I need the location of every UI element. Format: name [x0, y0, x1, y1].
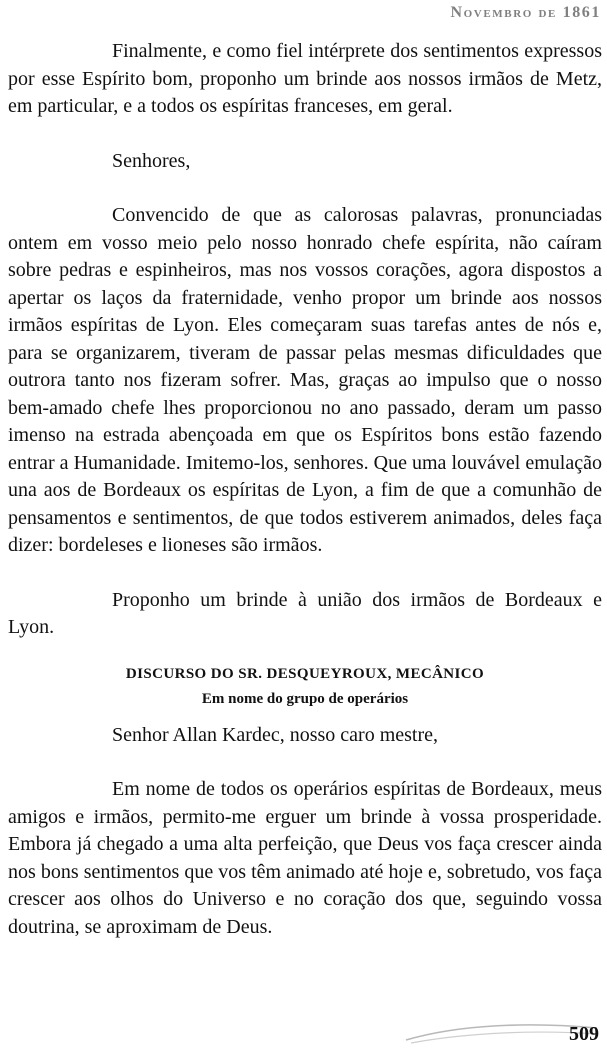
page-number: 509	[569, 1023, 599, 1045]
paragraph-toast-kardec: Em nome de todos os operários espíritas de Bordeaux, meus amigos e irmãos, permito-me erguer um brinde à vossa prosperidade. Embora já chegado a uma alta perfeição, que Deus vos faça crescer ainda nos bons sentimentos que vos têm animado até hoje e, sobretudo, vos faça crescer aos olhos do Universo e no coração dos que, seguindo vossa doutrina, se aproximam de Deus.	[8, 778, 602, 938]
paragraph-toast-metz: Finalmente, e como fiel intérprete dos sentimentos expressos por esse Espírito bom, proponho um brinde aos nossos irmãos de Metz, em particular, e a todos os espíritas franceses, em geral.	[8, 40, 602, 117]
paragraph-salutation: Senhores,	[112, 149, 191, 172]
paragraph-toast-union: Proponho um brinde à união dos irmãos de Bordeaux e Lyon.	[8, 588, 602, 638]
section-title: DISCURSO DO SR. DESQUEYROUX, MECÂNICO	[125, 665, 485, 682]
page-footer	[401, 1010, 601, 1048]
paragraph-toast-lyon: Convencido de que as calorosas palavras, pronunciadas ontem em vosso meio pelo nosso honrado chefe espírita, não caíram sobre pedras e espinheiros, mas nos vossos corações, agora dispostos a apertar os laços da fraternidade, venho propor um brinde aos nossos irmãos espíritas de Lyon. Eles começaram suas tarefas antes de nós e, para se organizarem, tiveram de passar pelas mesmas dificuldades que outrora tanto nos fizeram sofrer. Mas, graças ao impulso que o nosso bem-amado chefe lhes proporcionou no ano passado, deram um passo imenso na estrada abençoada em que os Espíritos bons estão fazendo entrar a Humanidade. Imitemo-los, senhores. Que uma louvável emulação una aos de Bordeaux os espíritas de Lyon, a fim de que a comunhão de pensamentos e sentimentos, de que todos estiverem animados, deles faça dizer: bordeleses e lioneses são irmãos.	[8, 204, 602, 556]
paragraph-address: Senhor Allan Kardec, nosso caro mestre,	[112, 723, 439, 746]
page-body	[8, 38, 602, 941]
section-subtitle: Em nome do grupo de operários	[201, 690, 409, 707]
running-header: Novembro de 1861	[450, 4, 601, 21]
